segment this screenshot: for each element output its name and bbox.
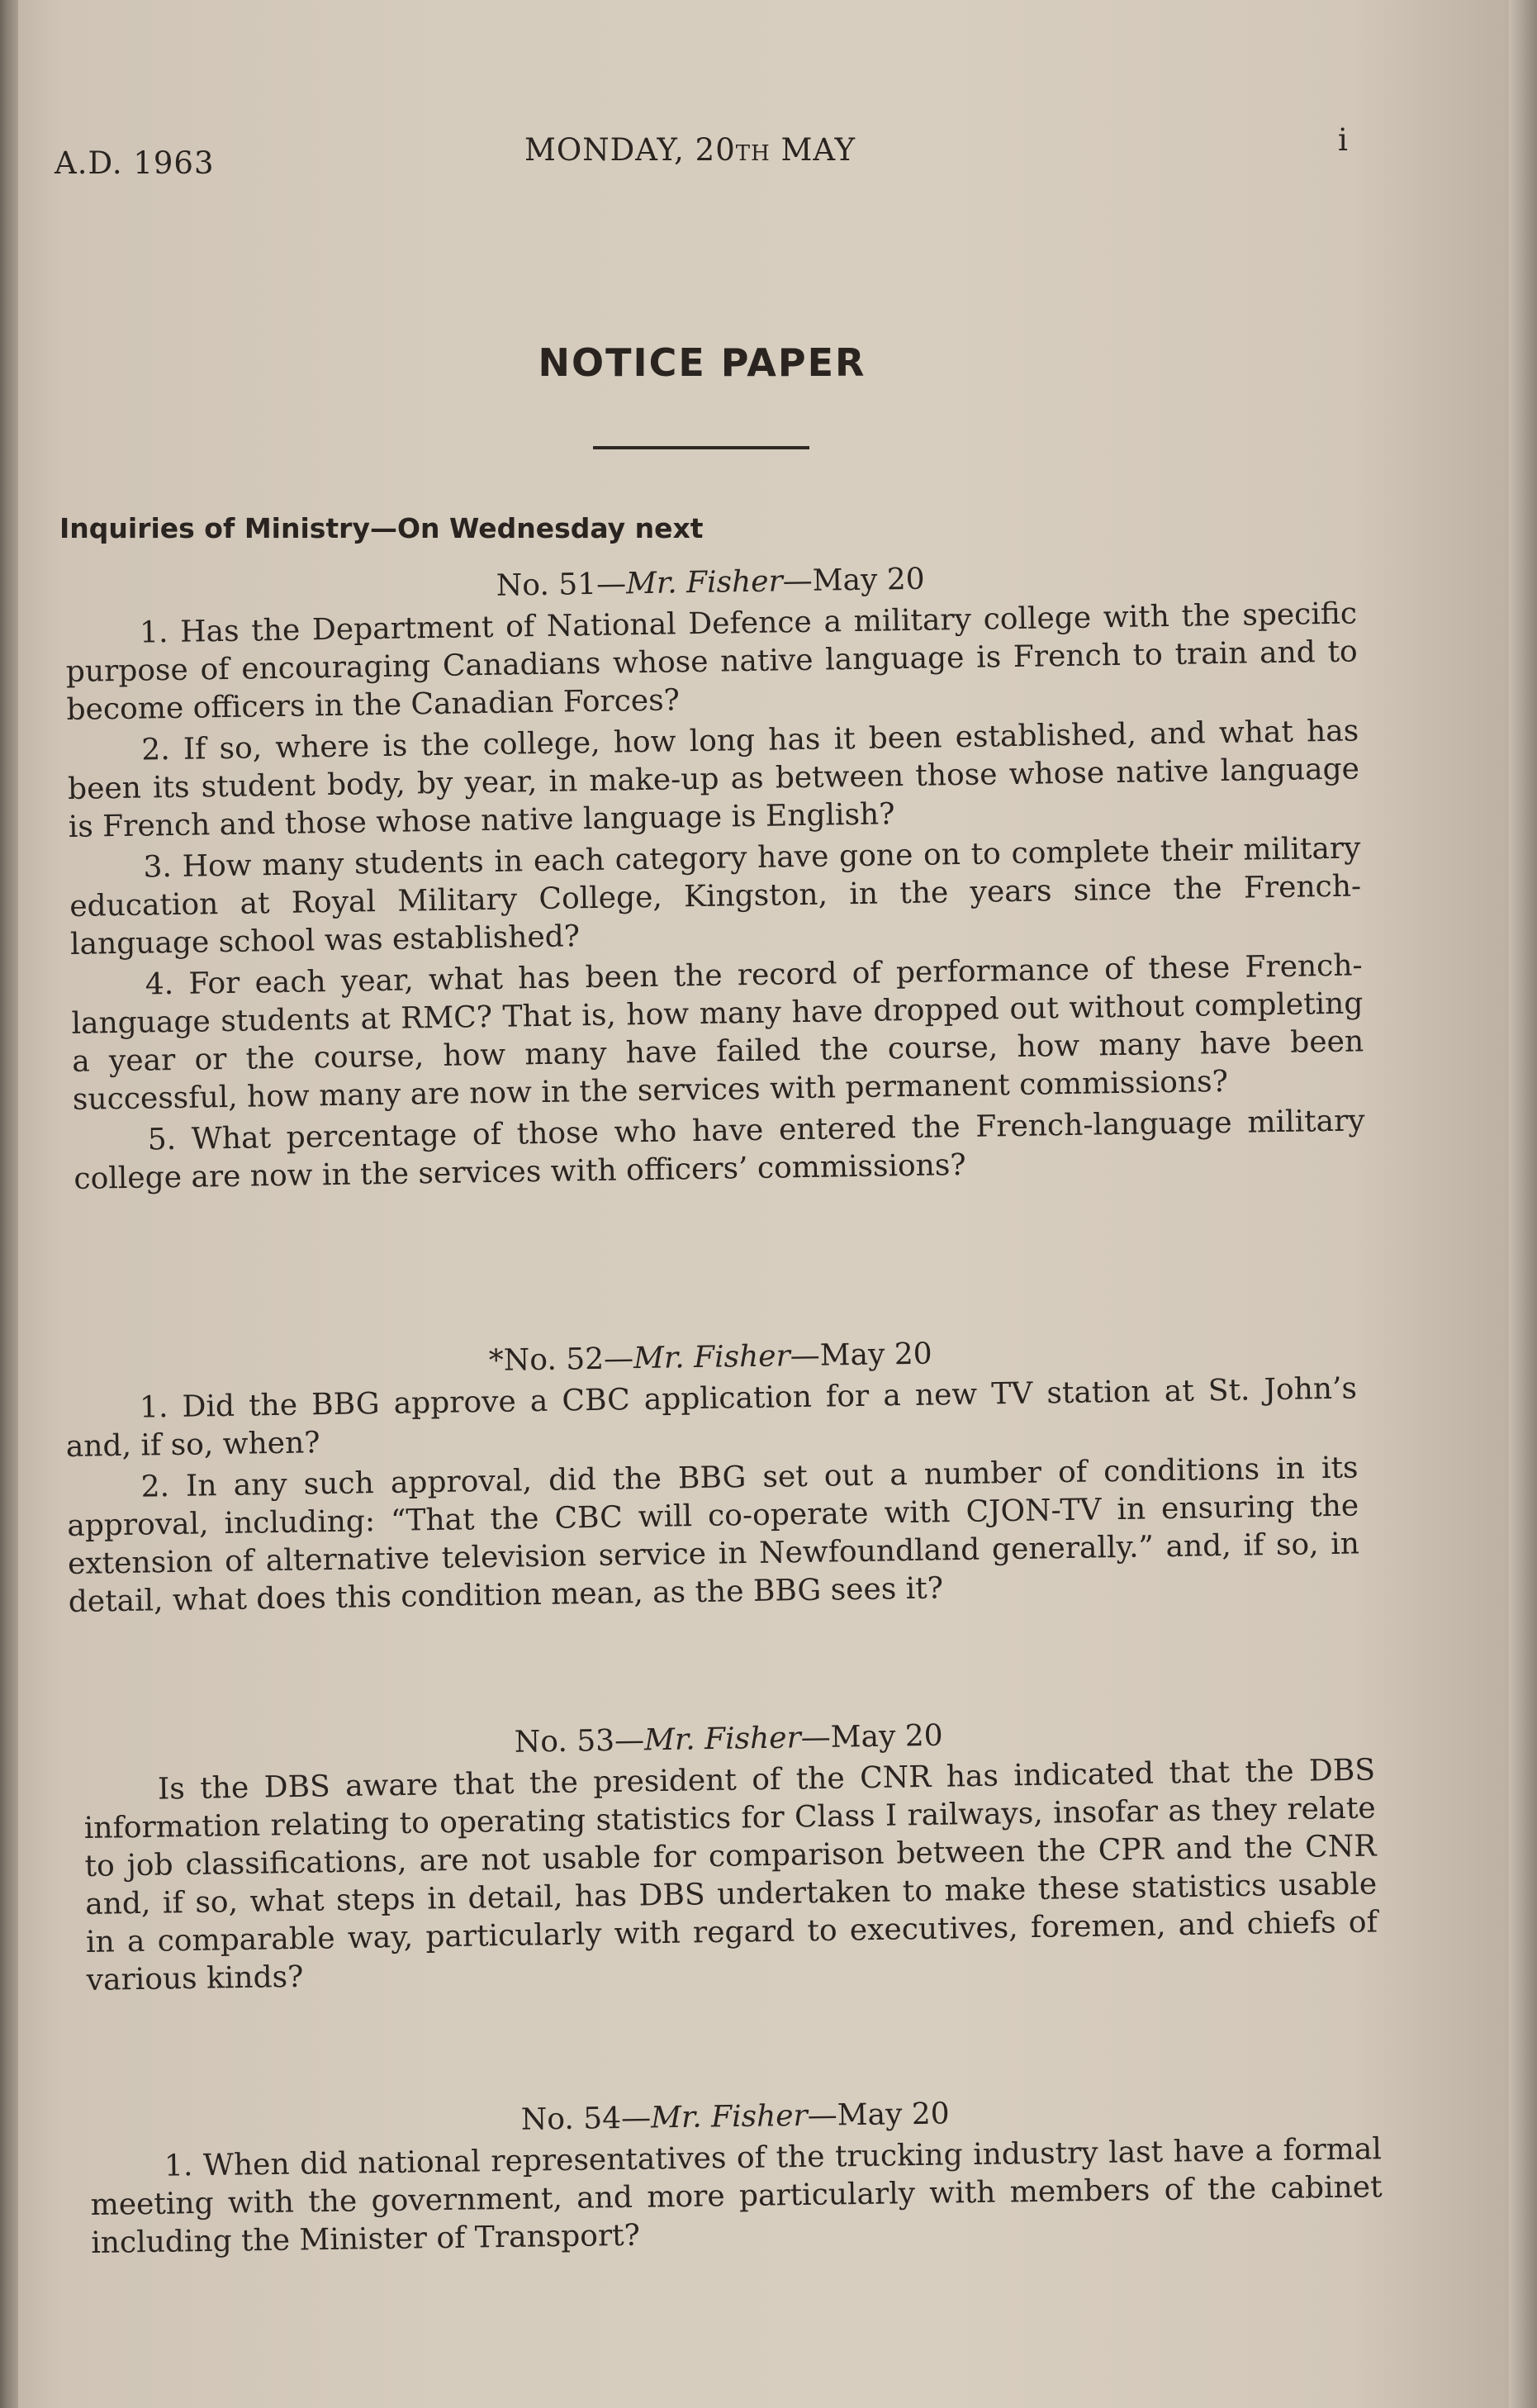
header-date [524, 132, 856, 168]
question-paragraph: 2. If so, where is the college, how long has it been established, and what has been its student body, by year, in make-up as between those whose native language is French and those whose native language is English? [67, 714, 1360, 844]
question-date: —May 20 [782, 562, 925, 599]
question-date: —May 20 [807, 2097, 950, 2133]
question-paragraph: Is the DBS aware that the president of the CNR has indicated that the DBS information relating to operating statistics for Class I railways, insofar as they relate to job classifications, are not usable for comparison between the CPR and the CNR and, if so, what steps in detail, has DBS undertaken to make these statistics usable in a comparable way, particularly with regard to executives, foremen, and chiefs of various kinds? [83, 1753, 1378, 1997]
question-date: —May 20 [790, 1337, 932, 1374]
question-member: Mr. Fisher [650, 2098, 809, 2135]
header-weekday: MONDAY, [524, 132, 685, 168]
header-month: MAY [780, 132, 856, 168]
question-paragraph: 3. How many students in each category have gone on to complete their military education at Royal Military College, Kingston, in the years since the French-language school was established? [69, 831, 1362, 962]
title-divider [593, 446, 809, 449]
question-date: —May 20 [800, 1718, 943, 1755]
section-heading: Inquiries of Ministry—On Wednesday next [59, 512, 704, 544]
page-number: i [1338, 122, 1349, 158]
question-number: No. 54— [520, 2101, 652, 2137]
question-member: Mr. Fisher [643, 1721, 802, 1758]
question-number: *No. 52— [488, 1342, 634, 1378]
question-member: Mr. Fisher [625, 564, 784, 601]
question-paragraph: 1. Has the Department of National Defence a military college with the specific purpose of encouraging Canadians whose native language is French to train and to become officers in the Canadian Forces? [65, 596, 1358, 727]
question-member: Mr. Fisher [633, 1339, 791, 1376]
running-header [50, 122, 1388, 198]
question-53 [83, 1710, 1378, 2003]
question-paragraph: 2. In any such approval, did the BBG set out a number of conditions in its approval, including: “That the CBC will co-operate with CJON-TV in ensuring the extension of alternative television service in Newfoundland generally.” and, if so, in detail, what does this condition mean, as the BBG sees it? [67, 1451, 1360, 1619]
page-right-edge [1509, 0, 1537, 2408]
page-title: NOTICE PAPER [538, 340, 866, 385]
question-52 [64, 1328, 1360, 1625]
question-51 [64, 553, 1366, 1201]
header-day: 20 [695, 132, 736, 168]
header-year: A.D. 1963 [55, 145, 215, 181]
question-54 [89, 2089, 1383, 2266]
question-paragraph: 1. Did the BBG approve a CBC application for a new TV station at St. John’s and, if so, when? [65, 1371, 1358, 1464]
question-paragraph: 5. What percentage of those who have entered the French-language military college are now in the services with officers’ commissions? [74, 1104, 1365, 1196]
header-day-suffix: TH [735, 141, 771, 166]
question-number: No. 51— [496, 567, 627, 603]
question-paragraph: 1. When did national representatives of the trucking industry last have a formal meeting with the government, and more particularly with members of the cabinet including the Minister of Transport? [90, 2132, 1383, 2260]
question-number: No. 53— [514, 1723, 645, 1760]
question-paragraph: 4. For each year, what has been the record of performance of these French-language students at RMC? That is, how many have dropped out without completing a year or the course, how many have failed the course, how many have been successful, how many are now in the services with permanent commissions? [71, 948, 1364, 1117]
